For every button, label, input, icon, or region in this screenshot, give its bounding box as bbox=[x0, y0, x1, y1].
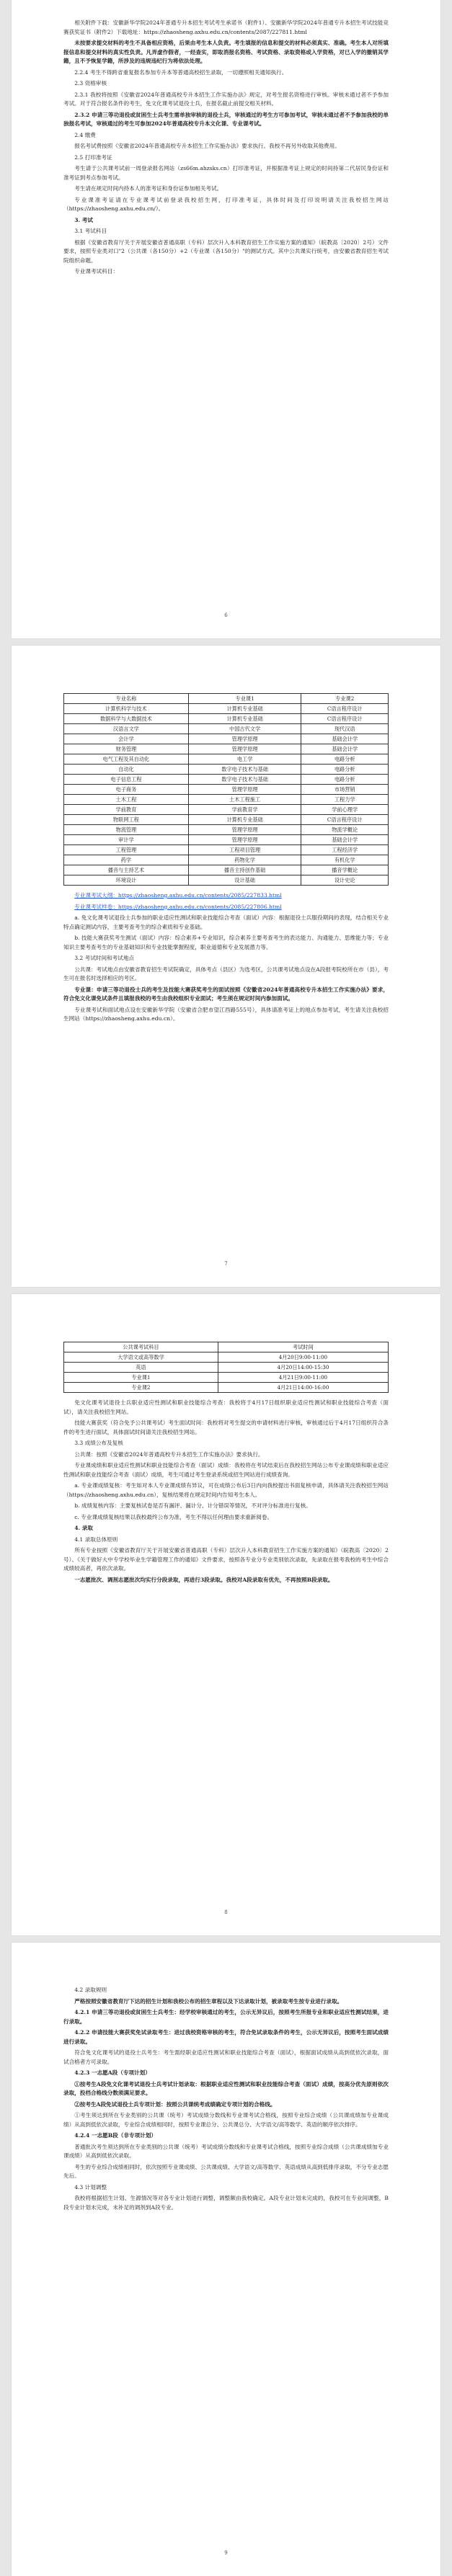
page-content bbox=[63, 689, 389, 1026]
paragraph: 符合免文化课考试的退役士兵考生：考生需经职业适应性测试和职业技能综合考查（面试），根据面试成绩从高到低依次录取，面试合格者方可录取。 bbox=[63, 2049, 389, 2065]
table-cell: 电路分析 bbox=[301, 754, 389, 765]
table-row bbox=[64, 1363, 389, 1373]
paragraph: 2.3.1 我校将按照《安徽省2024年普通高校专升本招生工作实施办法》规定，对考生报名资格进行审核。审核未通过者不予参加考试。对于符合报名条件的考生，免文化课考试退役士兵，在报名截止前提交相关材料。 bbox=[63, 91, 389, 107]
paragraph: 2.2.4 考生不得跨省重复报名参加专升本等普通高校招生录取，一切遵照相关通知执行。 bbox=[74, 68, 288, 76]
table-cell: 4月21日14:00-16:00 bbox=[218, 1383, 388, 1393]
section-heading: 4.2.3 一志愿A段（专项计划） bbox=[74, 2069, 151, 2076]
paragraph: 普通批次考生须达到所在专业类别的公共课（统考）考试成绩分数线和专业课考试合格线，按照专业综合成绩（公共课成绩加专业课成绩）从高到低依次录取。 bbox=[63, 2143, 389, 2159]
section-heading: 4.2 录取规则 bbox=[74, 1987, 107, 1993]
table-header: 专业课2 bbox=[301, 694, 389, 704]
table-row bbox=[64, 1383, 389, 1393]
table-row bbox=[64, 795, 389, 805]
paragraph: 相关附件下载：安徽新华学院2024年普通专升本招生考试考生承诺书（附件1）、安徽新华学院2024年普通专升本招生考试技能竞赛获奖证书（附件2）下载地址：https://zhaosheng.axhu.edu.cn/contents/2087/227811.html bbox=[63, 19, 389, 35]
table-cell: 电子商务 bbox=[64, 785, 189, 795]
table-row bbox=[64, 744, 389, 754]
table-cell: 环境设计 bbox=[64, 875, 189, 886]
link[interactable]: 专业课考试样卷：https://zhaosheng.axhu.edu.cn/contents/2085/227806.html bbox=[74, 903, 282, 910]
table-row bbox=[64, 785, 389, 795]
table-cell: 物联网工程 bbox=[64, 815, 189, 825]
paragraph: 考生的专业综合成绩相同时，依次按照专业课成绩、公共课成绩、大学语文/高等数学、英语成绩从高到低排序录取，不分专业志愿先后。 bbox=[63, 2163, 389, 2179]
table-cell: C语言程序设计 bbox=[301, 714, 389, 724]
table-cell: 数字电子技术与基础 bbox=[188, 765, 301, 775]
section-heading: 2.4 缴费 bbox=[74, 131, 96, 138]
table-cell: 管理学原理 bbox=[188, 734, 301, 744]
table-cell: 物流学概论 bbox=[301, 825, 389, 835]
section-heading: 4.3 计划调整 bbox=[74, 2183, 107, 2191]
table-header-row bbox=[64, 694, 389, 704]
paragraph: 我校将根据招生计划、生源情况等对各专业计划进行调整，调整额由我校确定。A段专业计划未完成的，我校可在专业间调整，B段专业计划未完成，未补足的调剂到A段专业。 bbox=[63, 2195, 389, 2211]
table-cell: 市场营销 bbox=[301, 785, 389, 795]
table-row bbox=[64, 704, 389, 714]
table-cell: 数据科学与大数据技术 bbox=[64, 714, 189, 724]
table-row bbox=[64, 775, 389, 785]
table-cell: 学前心理学 bbox=[301, 805, 389, 815]
paragraph: b. 成绩复核内容：主要复核试卷是否有漏评、漏计分、计分错误等情况，不对评分标准进行复核。 bbox=[74, 1502, 311, 1509]
table-cell: 学前教育 bbox=[64, 805, 189, 815]
table-cell: 基础会计学 bbox=[301, 744, 389, 754]
table-cell: 4月20日14:00-15:30 bbox=[218, 1363, 388, 1373]
table-cell: 基础会计学 bbox=[301, 835, 389, 845]
table-row bbox=[64, 805, 389, 815]
paragraph: 考生请于公共课考试前一周登录报名网站（zs66m.ahzsks.cn）打印准考证，并根据准考证上规定的时间持第二代居民身份证和准考证到考点参加考试。 bbox=[63, 165, 389, 181]
paragraph-emphasis: 2.3.2 申请三等功退役或贫困生士兵考生需单独审核的退役士兵，审核通过的考生方可参加考试，审核未通过者不予参加我校的单独报名考试，审核通过的考生可参加2024年普通高校专升本文化课、专业课考试。 bbox=[63, 111, 389, 127]
table-header: 专业名称 bbox=[64, 694, 189, 704]
table-row bbox=[64, 845, 389, 855]
table-row bbox=[64, 865, 389, 875]
table-row bbox=[64, 855, 389, 865]
table-cell: 土木工程施工 bbox=[188, 795, 301, 805]
page-number: 8 bbox=[224, 1909, 228, 1915]
table-cell: 管理学原理 bbox=[188, 825, 301, 835]
table-cell: 4月20日9:00-11:00 bbox=[218, 1352, 388, 1363]
table-cell: C语言程序设计 bbox=[301, 704, 389, 714]
paragraph bbox=[63, 891, 389, 901]
paragraph: 技能大赛获奖（符合免予公共课考试）考生面试时间：我校将对考生提交的申请材料进行审核，审核通过后于4月17日组织符合条件的考生进行面试，具体面试时间请关注我校招生网站。 bbox=[63, 1420, 389, 1435]
page-number: 6 bbox=[224, 612, 228, 618]
table-cell: C语言程序设计 bbox=[301, 815, 389, 825]
table-cell: 工程经济学 bbox=[301, 845, 389, 855]
paragraph: 专业课准考证请在专业课考试前登录我校招生网，打印准考证，具体时间及打印说明请关注我校招生网站（https://zhaosheng.axhu.edu.cn/）。 bbox=[63, 196, 389, 212]
table-cell: 专业课2 bbox=[64, 1383, 218, 1393]
table-cell: 工程力学 bbox=[301, 795, 389, 805]
document-page-7 bbox=[12, 646, 440, 1287]
table-cell: 学前教育学 bbox=[188, 805, 301, 815]
section-heading: 2.3 资格审核 bbox=[74, 80, 107, 86]
table-header-row bbox=[64, 1342, 389, 1352]
table-row bbox=[64, 714, 389, 724]
table-cell: 管理学原理 bbox=[188, 835, 301, 845]
paragraph-emphasis: 4.2.2 申请技能大赛获奖免试录取考生：进过我校资格审核的考生，符合免试录取条件的考生，公示无异议后，按照考生面试成绩进行录取。 bbox=[63, 2029, 389, 2045]
table-cell: 工程项目管理 bbox=[188, 845, 301, 855]
table-cell: 设计基础 bbox=[188, 875, 301, 886]
paragraph-emphasis: ②按考生A段免试退役士兵专项计划：按照公共课统考成绩确定专项计划的合格线。 bbox=[74, 2100, 276, 2108]
table-cell: 电路分析 bbox=[301, 765, 389, 775]
section-heading: 3. 考试 bbox=[74, 216, 93, 223]
table-header: 公共课考试科目 bbox=[64, 1342, 218, 1352]
table-cell: 设计史论 bbox=[301, 875, 389, 886]
paragraph: ①考生须达到所在专业类别的公共课（统考）考试成绩分数线和专业课考试合格线，按照专业综合成绩（公共课成绩加专业课成绩）从高到低依次录取，专业综合成绩相同时，按照专业课总分、公共课总分、大学语文/高等数学、英语的顺序依次排序。 bbox=[63, 2112, 389, 2128]
table-cell: 4月21日9:00-11:00 bbox=[218, 1373, 388, 1383]
paragraph: 专业课考试科目： bbox=[74, 268, 118, 275]
paragraph: c. 专业课成绩复核结果以我校最终公布为准，考生不得以任何理由要求重新阅卷。 bbox=[74, 1513, 273, 1520]
paragraph: 根据《安徽省教育厅关于开展安徽省普通高职（专科）层次升入本科教育招生工作实施方案的通知》（皖教高〔2020〕2号）文件要求，按照专业类对口"2（公共课（各150分）+2（专业课（各150分）"的测试方式。其中公共课实行统考，由安徽省教育招生考试院组织命题。 bbox=[63, 239, 389, 264]
table-row bbox=[64, 875, 389, 886]
table-cell: 专业课1 bbox=[64, 1373, 218, 1383]
exam-schedule-table bbox=[63, 1342, 389, 1393]
paragraph-emphasis: 一志愿批次、调剂志愿批次均实行分段录取，再进行3段录取。我校对A段录取有优先，不再按照B段录取。 bbox=[74, 1576, 334, 1583]
paragraph: 考生请在规定时间内持本人的准考证和身份证参加相关考试。 bbox=[74, 185, 223, 192]
table-cell: 汉语言文学 bbox=[64, 724, 189, 734]
table-header: 专业课1 bbox=[188, 694, 301, 704]
page-number: 9 bbox=[224, 2550, 228, 2556]
table-cell: 审计学 bbox=[64, 835, 189, 845]
section-heading: 4.1 录取总体原则 bbox=[74, 1536, 118, 1543]
subject-table bbox=[63, 693, 389, 886]
table-cell: 现代汉语 bbox=[301, 724, 389, 734]
table-cell: 计算机专业基础 bbox=[188, 704, 301, 714]
table-header: 考试时间 bbox=[218, 1342, 388, 1352]
table-cell: 管理学原理 bbox=[188, 785, 301, 795]
page-number: 7 bbox=[224, 1261, 228, 1267]
table-cell: 管理学原理 bbox=[188, 744, 301, 754]
table-cell: 播音学概论 bbox=[301, 865, 389, 875]
table-cell: 自动化 bbox=[64, 765, 189, 775]
paragraph: 公共课：按照《安徽省2024年普通高校专升本招生工作实施办法》要求执行。 bbox=[74, 1450, 264, 1458]
paragraph-emphasis: 未按要求提交材料的考生不具备相应资格，后果由考生本人负责。考生填报的信息和提交的材料必须真实、准确。考生本人对所填报信息和提交材料的真实性负责。凡弄虚作假者，一经查实，即取消报名资格、考试资格、录取资格或入学资格，对已入学的撤销其学籍，且不予恢复学籍，所涉及的违规违纪行为将依法处理。 bbox=[63, 40, 389, 64]
table-row bbox=[64, 734, 389, 744]
paragraph: 公共课：考试地点由安徽省教育招生考试院确定，具体考点（县区）为选考区，公共课考试地点设在A段报考院校所在市（县），考生可在报名时选择相应的考区。 bbox=[63, 966, 389, 981]
table-cell: 数字电子技术与基础 bbox=[188, 775, 301, 785]
table-cell: 会计学 bbox=[64, 734, 189, 744]
document-page-6 bbox=[12, 0, 440, 638]
table-row bbox=[64, 835, 389, 845]
table-cell: 基础会计学 bbox=[301, 734, 389, 744]
section-heading: 4. 录取 bbox=[74, 1525, 93, 1531]
table-row bbox=[64, 754, 389, 765]
table-cell: 播音与主持艺术 bbox=[64, 865, 189, 875]
table-cell: 电子信息工程 bbox=[64, 775, 189, 785]
table-cell: 药物化学 bbox=[188, 855, 301, 865]
table-cell: 土木工程 bbox=[64, 795, 189, 805]
page-content bbox=[63, 1986, 389, 2214]
document-page-8 bbox=[12, 1294, 440, 1935]
table-cell: 电路分析 bbox=[301, 775, 389, 785]
paragraph: 报名考试费按照《安徽省2024年普通高校专升本招生工作实施办法》要求执行。我校不再另外收取其他费用。 bbox=[74, 143, 340, 149]
table-cell: 工程管理 bbox=[64, 845, 189, 855]
paragraph-emphasis: 严格按照安徽省教育厅下达的招生计划和我校公布的招生章程以及下达录取计划，被录取考生按专业进行录取。 bbox=[74, 1997, 343, 2005]
page-content bbox=[63, 1337, 389, 1587]
table-cell: 有机化学 bbox=[301, 855, 389, 865]
paragraph-emphasis: ①按考生A段免文化课考试退役士兵考试计划录取：根据职业适应性测试和职业技能综合考查（面试）成绩，按高分优先原则依次录取，投档合格线分数须满足要求。 bbox=[63, 2080, 389, 2096]
section-heading: 2.5 打印准考证 bbox=[74, 153, 112, 161]
section-heading: 3.3 成绩公布及复核 bbox=[74, 1440, 123, 1446]
table-cell: 计算机科学与技术 bbox=[64, 704, 189, 714]
paragraph: 所有专业按照《安徽省教育厅关于开展安徽省普通高职（专科）层次升入本科教育招生工作实施方案的通知》（皖教高〔2020〕2号）、《关于做好大中专学校毕业生学籍管理工作的通知》文件要求，按照各专业分专业类别依次录取，先录取在报考我校的考生中综合成绩较高者，再依次录取。 bbox=[63, 1547, 389, 1572]
table-cell: 物流管理 bbox=[64, 825, 189, 835]
table-cell: 计算机专业基础 bbox=[188, 714, 301, 724]
section-heading: 3.1 考试科目 bbox=[74, 228, 107, 234]
paragraph: a. 专业课成绩复核：考生如对本人专业课成绩有异议，可在成绩公布后3日内向我校提出书面复核申请，具体请关注我校招生网站（https://zhaosheng.axhu.edu.cn），复核结果将在规定时间内告知考生本人。 bbox=[63, 1482, 389, 1498]
section-heading: 3.2 考试时间和考试地点 bbox=[74, 955, 135, 961]
link[interactable]: 专业课考试大纲：https://zhaosheng.axhu.edu.cn/contents/2085/227833.html bbox=[74, 892, 282, 899]
paragraph bbox=[63, 903, 389, 912]
table-row bbox=[64, 724, 389, 734]
table-cell: 中国古代文学 bbox=[188, 724, 301, 734]
table-cell: 大学语文或高等数学 bbox=[64, 1352, 218, 1363]
paragraph: a. 免文化课考试退役士兵参加的职业适应性测试和职业技能综合考查（面试）内容：根据退役士兵服役期间的表现，结合相关专业特点确定测试内容，主要考查考生的综合素质和专业基础。 bbox=[63, 914, 389, 930]
table-cell: 电气工程及其自动化 bbox=[64, 754, 189, 765]
paragraph-emphasis: 专业课：申请三等功退役士兵的考生及技能大赛获奖考生的面试按照《安徽省2024年普通高校专升本招生工作实施办法》要求，符合免文化课免试条件且填报我校的考生由我校组织专业面试；考生须在规定时间内参加面试。 bbox=[63, 986, 389, 1002]
table-row bbox=[64, 825, 389, 835]
page-content bbox=[63, 19, 389, 279]
table-cell: 财务管理 bbox=[64, 744, 189, 754]
table-row bbox=[64, 765, 389, 775]
section-heading: 4.2.4 一志愿B段（非专项计划） bbox=[74, 2132, 156, 2139]
document-page-9 bbox=[12, 1943, 440, 2576]
table-cell: 播音主持创作基础 bbox=[188, 865, 301, 875]
table-row bbox=[64, 815, 389, 825]
table-cell: 电工学 bbox=[188, 754, 301, 765]
table-cell: 计算机专业基础 bbox=[188, 815, 301, 825]
paragraph-emphasis: 4.2.1 申请三等功退役或贫困生士兵考生：经学校审核通过的考生，公示无异议后，按照考生所报专业和职业适应性测试结果，进行录取。 bbox=[63, 2009, 389, 2025]
table-row bbox=[64, 1373, 389, 1383]
paragraph: 专业课考试和面试地点设在安徽新华学院（安徽省合肥市望江西路555号），具体请准考证上的地点参加考试，考生请关注我校招生网站（https://zhaosheng.axhu.edu.cn）。 bbox=[63, 1006, 389, 1022]
paragraph: b. 技能大赛获奖考生测试（面试）内容：综合素养+专业知识，综合素养主要考查考生的表达能力、沟通能力、思维能力等；专业知识主要考查考生的专业基础知识和专业技能掌握程度，职业道德和专业发展潜力等。 bbox=[63, 935, 389, 950]
paragraph: 专业课成绩和职业适应性测试和职业技能综合考查（面试）成绩：我校将在考试结束后在我校招生网站公布专业课成绩和职业适应性测试和职业技能综合考查（面试）成绩，考生可通过考生登录系统或招生网站进行成绩查询。 bbox=[63, 1462, 389, 1478]
table-cell: 药学 bbox=[64, 855, 189, 865]
paragraph: 免文化课考试退役士兵职业适应性测试和职业技能综合考查：我校将于4月17日组织职业适应性测试和职业技能综合考查（面试），请关注我校招生网站。 bbox=[63, 1399, 389, 1415]
table-cell: 英语 bbox=[64, 1363, 218, 1373]
table-row bbox=[64, 1352, 389, 1363]
